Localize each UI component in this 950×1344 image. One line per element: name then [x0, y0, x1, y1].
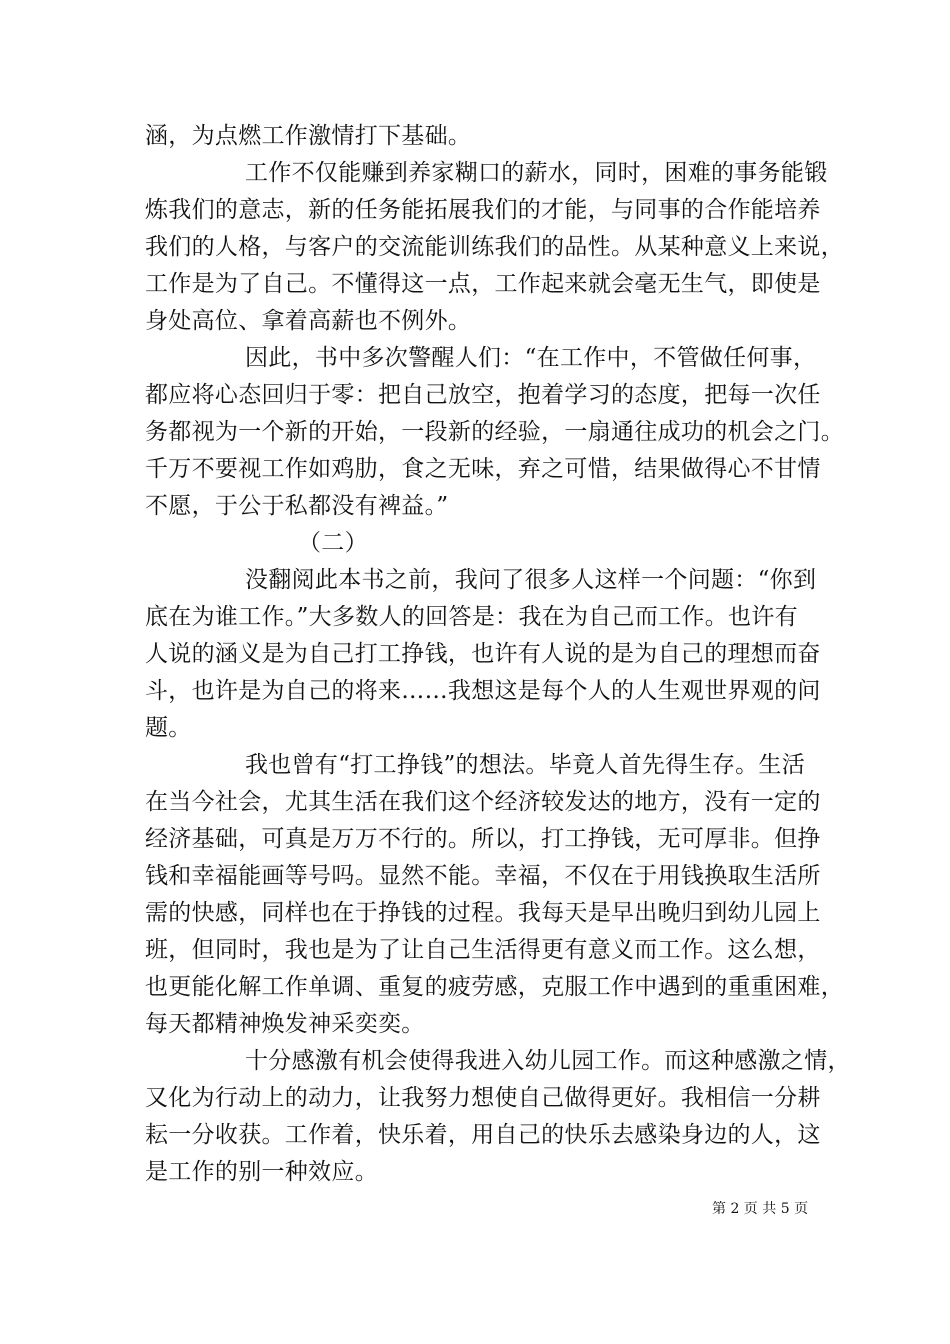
text-line: 千万不要视工作如鸡肋，食之无味，弃之可惜，结果做得心不甘情 [145, 456, 821, 482]
text-line: 底在为谁工作。”大多数人的回答是：我在为自己而工作。也许有 [145, 604, 798, 630]
text-line: 是工作的别一种效应。 [145, 1159, 378, 1185]
text-line: 身处高位、拿着高薪也不例外。 [145, 308, 472, 334]
text-line: 需的快感，同样也在于挣钱的过程。我每天是早出晚归到幼儿园上 [145, 900, 821, 926]
text-line: 又化为行动上的动力，让我努力想使自己做得更好。我相信一分耕 [145, 1085, 821, 1111]
paragraph-first-line: 因此，书中多次警醒人们：“在工作中，不管做任何事， [245, 345, 817, 371]
text-line: 我们的人格，与客户的交流能训练我们的品性。从某种意义上来说， [145, 234, 844, 260]
section-heading: （二） [298, 530, 368, 556]
text-line: 斗，也许是为自己的将来……我想这是每个人的人生观世界观的问 [145, 678, 821, 704]
paragraph-first-line: 没翻阅此本书之前，我问了很多人这样一个问题：“你到 [245, 567, 817, 593]
text-line: 每天都精神焕发神采奕奕。 [145, 1011, 425, 1037]
text-line: 炼我们的意志，新的任务能拓展我们的才能，与同事的合作能培养 [145, 197, 821, 223]
text-line: 工作是为了自己。不懂得这一点，工作起来就会毫无生气，即使是 [145, 271, 821, 297]
text-line: 钱和幸福能画等号吗。显然不能。幸福，不仅在于用钱换取生活所 [145, 863, 821, 889]
text-line: 不愿，于公于私都没有裨益。” [145, 493, 449, 519]
text-line: 耘一分收获。工作着，快乐着，用自己的快乐去感染身边的人，这 [145, 1122, 821, 1148]
text-line: 在当今社会，尤其生活在我们这个经济较发达的地方，没有一定的 [145, 789, 821, 815]
text-line: 务都视为一个新的开始，一段新的经验，一扇通往成功的机会之门。 [145, 419, 844, 445]
paragraph-first-line: 工作不仅能赚到养家糊口的薪水，同时，困难的事务能锻 [245, 160, 828, 186]
text-line: 经济基础，可真是万万不行的。所以，打工挣钱，无可厚非。但挣 [145, 826, 821, 852]
text-line: 涵，为点燃工作激情打下基础。 [145, 123, 472, 149]
paragraph-first-line: 十分感激有机会使得我进入幼儿园工作。而这种感激之情， [245, 1048, 851, 1074]
text-line: 班，但同时，我也是为了让自己生活得更有意义而工作。这么想， [145, 937, 821, 963]
page-number-footer: 第 2 页 共 5 页 [712, 1201, 809, 1217]
text-line: 人说的涵义是为自己打工挣钱，也许有人说的是为自己的理想而奋 [145, 641, 821, 667]
text-line: 都应将心态回归于零：把自己放空，抱着学习的态度，把每一次任 [145, 382, 821, 408]
paragraph-first-line: 我也曾有“打工挣钱”的想法。毕竟人首先得生存。生活 [245, 752, 806, 778]
text-line: 也更能化解工作单调、重复的疲劳感，克服工作中遇到的重重困难， [145, 974, 844, 1000]
text-line: 题。 [145, 715, 192, 741]
